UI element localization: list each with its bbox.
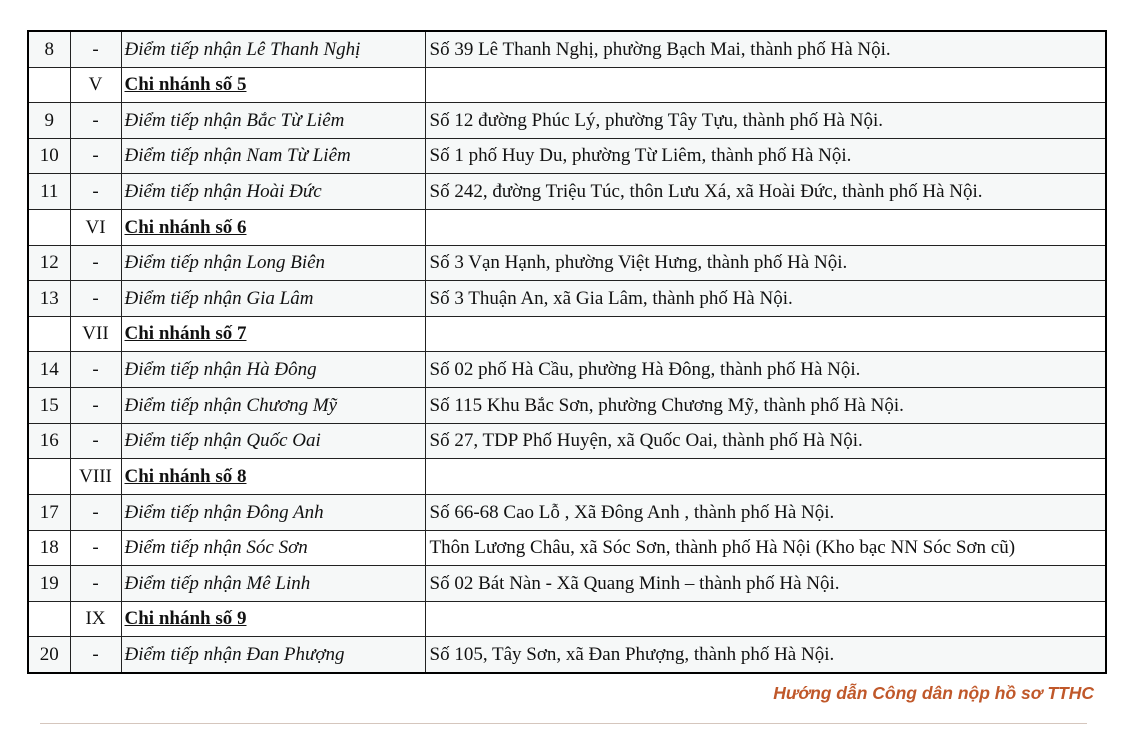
table-row bbox=[28, 637, 1106, 674]
branch-roman-cell: VI bbox=[70, 210, 121, 246]
stt-cell bbox=[28, 317, 70, 352]
footer-title: Hướng dẫn Công dân nộp hồ sơ TTHC bbox=[773, 683, 1094, 703]
stt-cell: 11 bbox=[28, 174, 70, 210]
dash-cell: - bbox=[70, 31, 121, 68]
table-row bbox=[28, 139, 1106, 174]
stt-cell: 18 bbox=[28, 531, 70, 566]
dash-cell: - bbox=[70, 103, 121, 139]
point-name-cell: Điểm tiếp nhận Chương Mỹ bbox=[121, 388, 425, 424]
branch-row bbox=[28, 317, 1106, 352]
address-cell: Số 12 đường Phúc Lý, phường Tây Tựu, thành phố Hà Nội. bbox=[425, 103, 1106, 139]
table-row bbox=[28, 424, 1106, 459]
address-cell bbox=[425, 210, 1106, 246]
stt-cell bbox=[28, 602, 70, 637]
table-row bbox=[28, 174, 1106, 210]
branch-row bbox=[28, 459, 1106, 495]
table-row bbox=[28, 352, 1106, 388]
dash-cell: - bbox=[70, 531, 121, 566]
stt-cell: 20 bbox=[28, 637, 70, 674]
point-name-cell: Điểm tiếp nhận Nam Từ Liêm bbox=[121, 139, 425, 174]
stt-cell: 14 bbox=[28, 352, 70, 388]
address-cell: Số 1 phố Huy Du, phường Từ Liêm, thành phố Hà Nội. bbox=[425, 139, 1106, 174]
table-row bbox=[28, 388, 1106, 424]
dash-cell: - bbox=[70, 566, 121, 602]
address-cell: Số 3 Vạn Hạnh, phường Việt Hưng, thành phố Hà Nội. bbox=[425, 246, 1106, 281]
branch-roman-cell: V bbox=[70, 68, 121, 103]
address-cell bbox=[425, 459, 1106, 495]
dash-cell: - bbox=[70, 139, 121, 174]
address-cell: Thôn Lương Châu, xã Sóc Sơn, thành phố Hà Nội (Kho bạc NN Sóc Sơn cũ) bbox=[425, 531, 1106, 566]
address-cell: Số 242, đường Triệu Túc, thôn Lưu Xá, xã Hoài Đức, thành phố Hà Nội. bbox=[425, 174, 1106, 210]
point-name-cell: Điểm tiếp nhận Đan Phượng bbox=[121, 637, 425, 674]
footer-divider bbox=[40, 723, 1087, 724]
branch-row bbox=[28, 210, 1106, 246]
point-name-cell: Điểm tiếp nhận Bắc Từ Liêm bbox=[121, 103, 425, 139]
address-cell: Số 115 Khu Bắc Sơn, phường Chương Mỹ, thành phố Hà Nội. bbox=[425, 388, 1106, 424]
point-name-cell: Điểm tiếp nhận Hoài Đức bbox=[121, 174, 425, 210]
address-cell: Số 02 phố Hà Cầu, phường Hà Đông, thành phố Hà Nội. bbox=[425, 352, 1106, 388]
stt-cell: 16 bbox=[28, 424, 70, 459]
stt-cell bbox=[28, 459, 70, 495]
address-cell bbox=[425, 602, 1106, 637]
dash-cell: - bbox=[70, 424, 121, 459]
branch-name-cell: Chi nhánh số 8 bbox=[121, 459, 425, 495]
dash-cell: - bbox=[70, 281, 121, 317]
branch-name-cell: Chi nhánh số 5 bbox=[121, 68, 425, 103]
table-row bbox=[28, 31, 1106, 68]
stt-cell: 19 bbox=[28, 566, 70, 602]
dash-cell: - bbox=[70, 352, 121, 388]
reception-points-table bbox=[27, 30, 1107, 674]
point-name-cell: Điểm tiếp nhận Gia Lâm bbox=[121, 281, 425, 317]
table-row bbox=[28, 531, 1106, 566]
table-row bbox=[28, 495, 1106, 531]
address-cell: Số 02 Bát Nàn - Xã Quang Minh – thành phố Hà Nội. bbox=[425, 566, 1106, 602]
branch-roman-cell: IX bbox=[70, 602, 121, 637]
address-cell: Số 27, TDP Phố Huyện, xã Quốc Oai, thành phố Hà Nội. bbox=[425, 424, 1106, 459]
stt-cell: 15 bbox=[28, 388, 70, 424]
stt-cell: 10 bbox=[28, 139, 70, 174]
point-name-cell: Điểm tiếp nhận Mê Linh bbox=[121, 566, 425, 602]
address-cell: Số 39 Lê Thanh Nghị, phường Bạch Mai, thành phố Hà Nội. bbox=[425, 31, 1106, 68]
stt-cell: 12 bbox=[28, 246, 70, 281]
point-name-cell: Điểm tiếp nhận Quốc Oai bbox=[121, 424, 425, 459]
dash-cell: - bbox=[70, 637, 121, 674]
branch-name-cell: Chi nhánh số 9 bbox=[121, 602, 425, 637]
point-name-cell: Điểm tiếp nhận Hà Đông bbox=[121, 352, 425, 388]
stt-cell bbox=[28, 210, 70, 246]
address-cell: Số 3 Thuận An, xã Gia Lâm, thành phố Hà Nội. bbox=[425, 281, 1106, 317]
branch-row bbox=[28, 602, 1106, 637]
point-name-cell: Điểm tiếp nhận Lê Thanh Nghị bbox=[121, 31, 425, 68]
branch-roman-cell: VII bbox=[70, 317, 121, 352]
dash-cell: - bbox=[70, 495, 121, 531]
branch-name-cell: Chi nhánh số 6 bbox=[121, 210, 425, 246]
branch-roman-cell: VIII bbox=[70, 459, 121, 495]
stt-cell: 17 bbox=[28, 495, 70, 531]
point-name-cell: Điểm tiếp nhận Sóc Sơn bbox=[121, 531, 425, 566]
stt-cell: 9 bbox=[28, 103, 70, 139]
point-name-cell: Điểm tiếp nhận Long Biên bbox=[121, 246, 425, 281]
table-body bbox=[28, 31, 1106, 673]
branch-name-cell: Chi nhánh số 7 bbox=[121, 317, 425, 352]
address-cell bbox=[425, 317, 1106, 352]
dash-cell: - bbox=[70, 174, 121, 210]
dash-cell: - bbox=[70, 388, 121, 424]
stt-cell: 8 bbox=[28, 31, 70, 68]
address-cell: Số 105, Tây Sơn, xã Đan Phượng, thành phố Hà Nội. bbox=[425, 637, 1106, 674]
table-row bbox=[28, 566, 1106, 602]
table-row bbox=[28, 246, 1106, 281]
table-row bbox=[28, 103, 1106, 139]
table-row bbox=[28, 281, 1106, 317]
stt-cell bbox=[28, 68, 70, 103]
branch-row bbox=[28, 68, 1106, 103]
stt-cell: 13 bbox=[28, 281, 70, 317]
point-name-cell: Điểm tiếp nhận Đông Anh bbox=[121, 495, 425, 531]
dash-cell: - bbox=[70, 246, 121, 281]
address-cell: Số 66-68 Cao Lỗ , Xã Đông Anh , thành phố Hà Nội. bbox=[425, 495, 1106, 531]
address-cell bbox=[425, 68, 1106, 103]
